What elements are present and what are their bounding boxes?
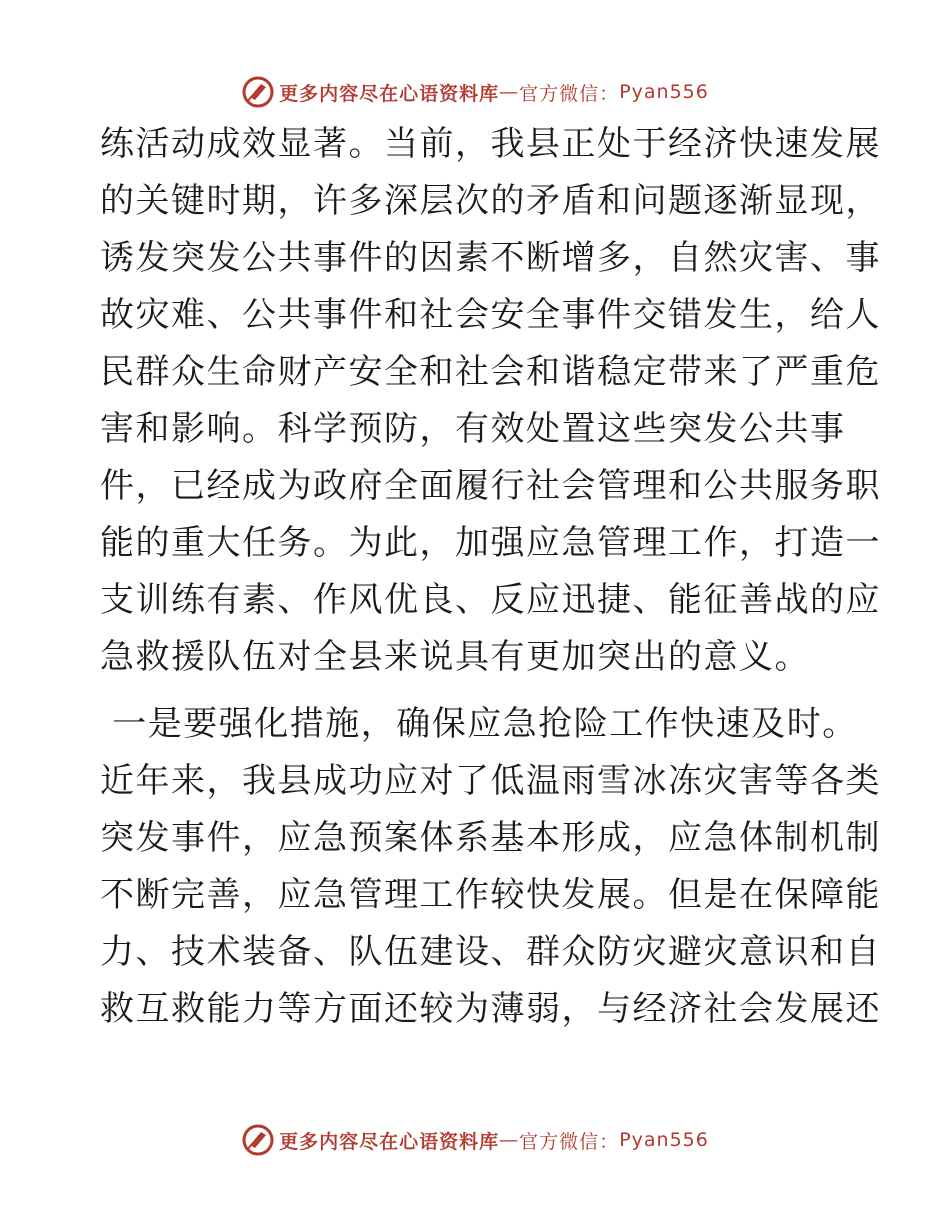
text-line: 近年来，我县成功应对了低温雨雪冰冻灾害等各类: [100, 761, 881, 801]
header-wechat-label: 官方微信：: [519, 82, 620, 105]
text-line: 害和影响。科学预防，有效处置这些突发公共事: [100, 409, 846, 449]
paragraph-gap: [100, 686, 860, 696]
footer-wechat-id: Pyan556: [619, 1129, 709, 1151]
paragraph-2: [100, 696, 881, 1038]
text-line: 件，已经成为政府全面履行社会管理和公共服务职: [100, 466, 881, 506]
brand-logo-icon: [241, 1123, 275, 1157]
text-line: 的关键时期，许多深层次的矛盾和问题逐渐显现，: [100, 181, 881, 221]
text-line: 练活动成效显著。当前，我县正处于经济快速发展: [100, 124, 881, 164]
text-line: 民群众生命财产安全和社会和谐稳定带来了严重危: [100, 352, 881, 392]
text-line: 诱发突发公共事件的因素不断增多，自然灾害、事: [100, 238, 881, 278]
header-brand-text: 更多内容尽在心语资料库: [279, 82, 500, 105]
footer-banner: [0, 1120, 950, 1160]
text-line: 能的重大任务。为此，加强应急管理工作，打造一: [100, 523, 881, 563]
text-line: 一是要强化措施，确保应急抢险工作快速及时。: [100, 704, 858, 744]
text-line: 不断完善，应急管理工作较快发展。但是在保障能: [100, 875, 881, 915]
header-separator: —: [499, 81, 520, 103]
header-wechat-id: Pyan556: [619, 81, 709, 103]
text-line: 突发事件，应急预案体系基本形成，应急体制机制: [100, 818, 881, 858]
paragraph-1: [100, 116, 881, 686]
document-body: [100, 116, 881, 1038]
footer-separator: —: [499, 1129, 520, 1151]
header-banner: [0, 72, 950, 112]
text-line: 力、技术装备、队伍建设、群众防灾避灾意识和自: [100, 932, 881, 972]
footer-wechat-label: 官方微信：: [519, 1130, 620, 1153]
text-line: 支训练有素、作风优良、反应迅捷、能征善战的应: [100, 580, 881, 620]
text-line: 急救援队伍对全县来说具有更加突出的意义。: [100, 637, 810, 677]
text-line: 救互救能力等方面还较为薄弱，与经济社会发展还: [100, 989, 881, 1029]
footer-brand-text: 更多内容尽在心语资料库: [279, 1130, 500, 1153]
text-line: 故灾难、公共事件和社会安全事件交错发生，给人: [100, 295, 881, 335]
brand-logo-icon: [241, 75, 275, 109]
